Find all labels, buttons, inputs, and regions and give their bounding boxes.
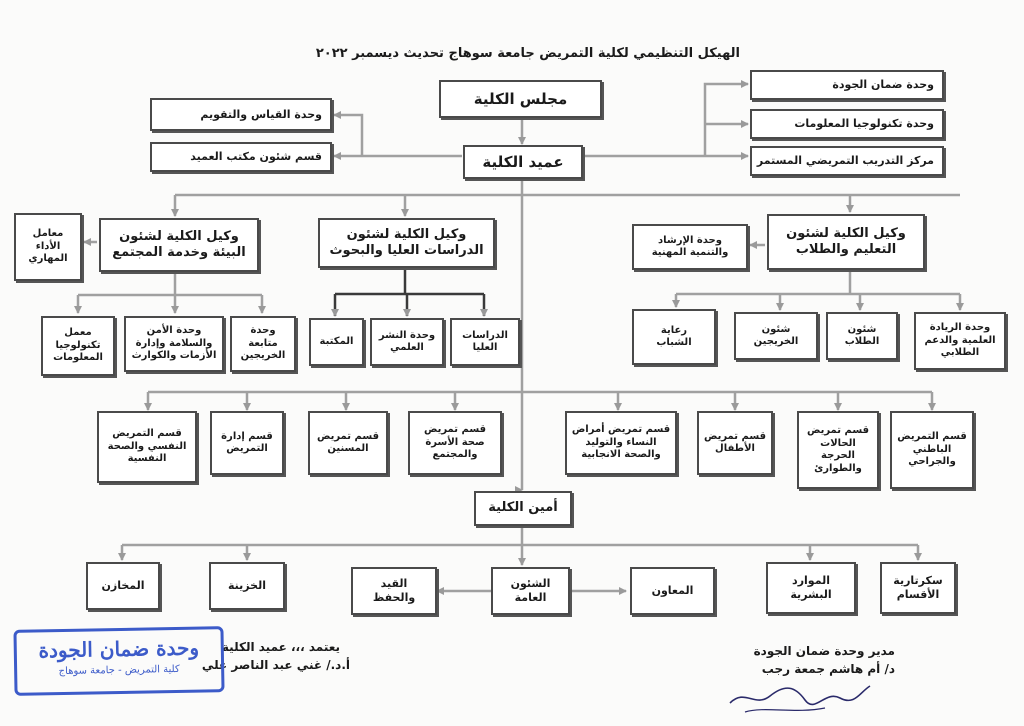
edu-child-students: شئون الطلاب xyxy=(826,312,898,360)
dept-medical-surgical: قسم التمريض الباطني والجراحي xyxy=(890,411,974,489)
lab-skills-box: معامل الأداء المهاري xyxy=(14,213,82,281)
env-child-it-lab: معمل تكنولوجيا المعلومات xyxy=(41,316,115,376)
secretary-box: أمين الكلية xyxy=(474,491,572,526)
quality-unit-stamp xyxy=(13,626,224,696)
dean-approval-line: يعتمد ،،، عميد الكلية xyxy=(221,640,340,654)
grad-child-publishing: وحدة النشر العلمي xyxy=(370,318,444,366)
admin-hr: الموارد البشرية xyxy=(766,562,856,614)
dept-pediatric: قسم تمريض الأطفال xyxy=(697,411,773,475)
unit-dean-office-box: قسم شئون مكتب العميد xyxy=(150,142,332,172)
unit-quality-box: وحدة ضمان الجودة xyxy=(750,70,944,100)
stamp-subtitle: كلية التمريض - جامعة سوهاج xyxy=(58,663,180,678)
guidance-unit-box: وحدة الإرشاد والتنمية المهنية xyxy=(632,224,748,270)
quality-director-name: د/ أم هاشم جمعة رجب xyxy=(761,662,895,676)
council-box: مجلس الكلية xyxy=(439,80,602,118)
dept-psychiatric: قسم التمريض النفسي والصحة النفسية xyxy=(97,411,197,483)
admin-stores: المخازن xyxy=(86,562,160,610)
admin-dept-secretariat: سكرتارية الأقسام xyxy=(880,562,956,614)
edu-child-youth-care: رعاية الشباب xyxy=(632,309,716,365)
admin-public-affairs: الشئون العامة xyxy=(491,567,570,615)
dean-name-line: أ.د./ غني عبد الناصر علي xyxy=(201,658,350,672)
unit-it-box: وحدة تكنولوجيا المعلومات xyxy=(750,109,944,139)
dean-box: عميد الكلية xyxy=(463,145,583,179)
vice-grad-box: وكيل الكلية لشئون الدراسات العليا والبحوث xyxy=(318,218,495,268)
dept-community: قسم تمريض صحة الأسرة والمجتمع xyxy=(408,411,502,475)
grad-child-library: المكتبة xyxy=(309,318,364,366)
vice-edu-box: وكيل الكلية لشئون التعليم والطلاب xyxy=(767,214,925,270)
vice-env-box: وكيل الكلية لشئون البيئة وخدمة المجتمع xyxy=(99,218,259,272)
unit-training-center-box: مركز التدريب التمريضي المستمر xyxy=(750,146,944,176)
admin-assistant: المعاون xyxy=(630,567,715,615)
dept-critical-care: قسم تمريض الحالات الحرجة والطوارئ xyxy=(797,411,879,489)
edu-child-leadership: وحدة الريادة العلمية والدعم الطلابي xyxy=(914,312,1006,370)
dept-geriatric: قسم تمريض المسنين xyxy=(308,411,388,475)
stamp-title: وحدة ضمان الجودة xyxy=(38,635,200,663)
env-child-security: وحدة الأمن والسلامة وإدارة الأزمات والكوارث xyxy=(124,316,224,372)
admin-treasury: الخزينة xyxy=(209,562,285,610)
quality-director-title: مدير وحدة ضمان الجودة xyxy=(753,644,895,658)
unit-measurement-box: وحدة القياس والتقويم xyxy=(150,98,332,131)
handwritten-signature xyxy=(725,678,875,718)
admin-registry: القيد والحفظ xyxy=(351,567,437,615)
grad-child-postgrad: الدراسات العليا xyxy=(450,318,520,366)
dept-administration: قسم إدارة التمريض xyxy=(210,411,284,475)
dept-obstetric: قسم تمريض أمراض النساء والتوليد والصحة الانجابية xyxy=(565,411,677,475)
chart-title: الهيكل التنظيمي لكلية التمريض جامعة سوهاج تحديث ديسمبر ٢٠٢٢ xyxy=(315,46,740,61)
env-child-graduates-followup: وحدة متابعة الخريجين xyxy=(230,316,296,372)
edu-child-graduates: شئون الخريجين xyxy=(734,312,818,360)
